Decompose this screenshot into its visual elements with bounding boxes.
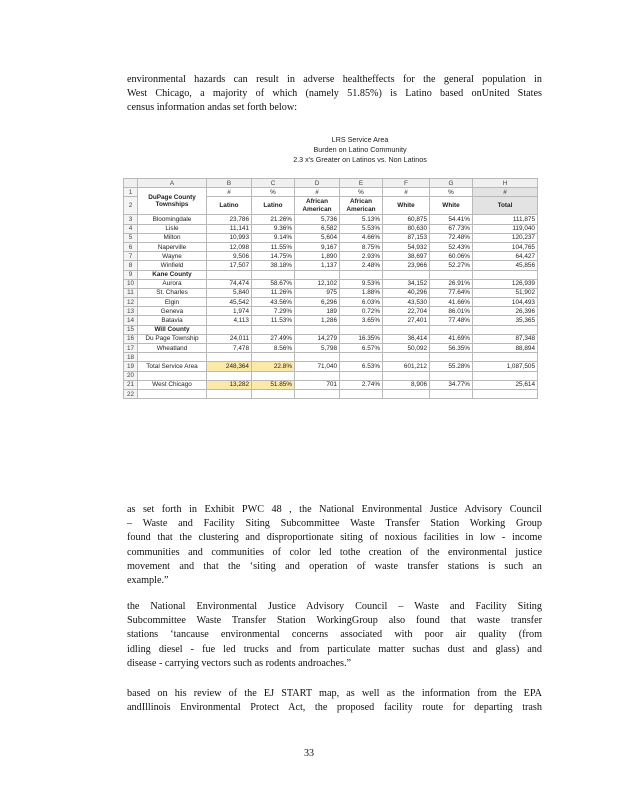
will-label-row <box>124 325 538 334</box>
row-number: 10 <box>124 279 138 288</box>
value-cell-g: 56.35% <box>430 344 473 353</box>
township-name: Wheatland <box>138 344 207 353</box>
blank-row <box>124 353 538 362</box>
township-name: West Chicago <box>138 380 207 389</box>
text-line: as set forth in Exhibit PWC 48 , the National Environmental Justice Advisory Council <box>127 504 542 515</box>
kane-rows <box>124 279 538 325</box>
paragraph-council <box>127 600 542 671</box>
header-cell: African American <box>340 197 383 215</box>
value-cell-c: 51.85% <box>252 380 295 389</box>
value-cell-b: 9,506 <box>207 252 252 261</box>
text-line: found that the clustering and disproportionate siting of noxious facilities in low - income <box>127 532 542 544</box>
value-cell-h: 104,765 <box>473 242 538 251</box>
value-cell-b: 13,282 <box>207 380 252 389</box>
header-symbol: # <box>207 188 252 197</box>
value-cell-h: 87,348 <box>473 334 538 343</box>
value-cell-g: 52.43% <box>430 242 473 251</box>
value-cell-e: 2.48% <box>340 261 383 270</box>
value-cell-h: 119,040 <box>473 224 538 233</box>
value-cell-h: 88,894 <box>473 344 538 353</box>
county-label: Kane County <box>138 270 207 279</box>
col-letter: H <box>473 179 538 188</box>
value-cell-c: 21.26% <box>252 215 295 224</box>
township-name: Wayne <box>138 252 207 261</box>
text-line: Subcommittee Waste Transfer Station WorkingGroup also found that waste transfer <box>127 615 542 627</box>
township-name: Elgin <box>138 298 207 307</box>
header-cell: White <box>383 197 430 215</box>
value-cell-h: 45,856 <box>473 261 538 270</box>
row-number: 22 <box>124 389 138 398</box>
value-cell-e: 2.74% <box>340 380 383 389</box>
header-row-1 <box>124 188 538 197</box>
text-line: communities and communities of color led tothe creation of the environmental justice <box>127 546 542 558</box>
text-line: movement and that the ‘siting and operation of waste transfer stations is such an <box>127 560 542 572</box>
value-cell-e: 3.65% <box>340 316 383 325</box>
township-name: Winfield <box>138 261 207 270</box>
header-symbol: % <box>340 188 383 197</box>
row-number: 4 <box>124 224 138 233</box>
value-cell-e: 8.75% <box>340 242 383 251</box>
table-row <box>124 380 538 389</box>
header-cell: Latino <box>252 197 295 215</box>
township-name: Naperville <box>138 242 207 251</box>
value-cell-e: 0.72% <box>340 307 383 316</box>
value-cell-f: 60,875 <box>383 215 430 224</box>
township-name: Geneva <box>138 307 207 316</box>
value-cell-g: 34.77% <box>430 380 473 389</box>
text-line: disease - carrying vectors such as rodents androaches.” <box>127 657 352 669</box>
township-name: Milton <box>138 233 207 242</box>
col-letter: G <box>430 179 473 188</box>
value-cell-g: 54.41% <box>430 215 473 224</box>
value-cell-f: 27,401 <box>383 316 430 325</box>
value-cell-g: 41.66% <box>430 298 473 307</box>
text-line: example.” <box>127 575 169 587</box>
table-caption <box>260 135 460 165</box>
west-chicago-row <box>124 380 538 389</box>
kane-label-row <box>124 270 538 279</box>
value-cell-h: 104,493 <box>473 298 538 307</box>
value-cell-g: 55.28% <box>430 362 473 371</box>
value-cell-c: 11.55% <box>252 242 295 251</box>
value-cell-d: 701 <box>295 380 340 389</box>
value-cell-d: 5,798 <box>295 344 340 353</box>
row-number: 2 <box>124 197 138 215</box>
value-cell-f: 40,296 <box>383 288 430 297</box>
value-cell-d: 5,736 <box>295 215 340 224</box>
value-cell-f: 43,530 <box>383 298 430 307</box>
township-name: Lisle <box>138 224 207 233</box>
col-letter: E <box>340 179 383 188</box>
row-number: 14 <box>124 316 138 325</box>
text-line: based on his review of the EJ START map, as well as the information from the EPA <box>127 688 542 699</box>
value-cell-c: 7.29% <box>252 307 295 316</box>
row-number: 20 <box>124 371 138 380</box>
value-cell-e: 5.13% <box>340 215 383 224</box>
value-cell-f: 87,153 <box>383 233 430 242</box>
value-cell-h: 64,427 <box>473 252 538 261</box>
value-cell-d: 14,279 <box>295 334 340 343</box>
table-row <box>124 233 538 242</box>
dupage-rows <box>124 215 538 270</box>
row-number: 3 <box>124 215 138 224</box>
blank-row <box>124 371 538 380</box>
value-cell-c: 22.8% <box>252 362 295 371</box>
value-cell-b: 45,542 <box>207 298 252 307</box>
value-cell-g: 86.01% <box>430 307 473 316</box>
table-row <box>124 316 538 325</box>
column-letter-row <box>124 179 538 188</box>
paragraph-ejstart <box>127 687 542 715</box>
value-cell-h: 111,875 <box>473 215 538 224</box>
value-cell-b: 248,364 <box>207 362 252 371</box>
row-number: 12 <box>124 298 138 307</box>
value-cell-f: 22,704 <box>383 307 430 316</box>
row-number: 11 <box>124 288 138 297</box>
value-cell-f: 8,906 <box>383 380 430 389</box>
value-cell-c: 43.56% <box>252 298 295 307</box>
township-name: St. Charles <box>138 288 207 297</box>
header-symbol: # <box>473 188 538 197</box>
paragraph-exhibit <box>127 503 542 588</box>
text-line: idling diesel - fue led trucks and from particulate matter suchas dust and glass) and <box>127 643 542 655</box>
township-name: Bloomingdale <box>138 215 207 224</box>
row-number: 17 <box>124 344 138 353</box>
value-cell-f: 80,630 <box>383 224 430 233</box>
header-symbol: % <box>252 188 295 197</box>
value-cell-d: 5,604 <box>295 233 340 242</box>
township-name: Total Service Area <box>138 362 207 371</box>
table-row <box>124 307 538 316</box>
value-cell-g: 60.06% <box>430 252 473 261</box>
township-name: Du Page Township <box>138 334 207 343</box>
census-table <box>123 178 538 399</box>
value-cell-e: 5.53% <box>340 224 383 233</box>
will-rows <box>124 334 538 352</box>
county-label: Will County <box>138 325 207 334</box>
table-row <box>124 362 538 371</box>
col-letter: C <box>252 179 295 188</box>
table-row <box>124 279 538 288</box>
value-cell-c: 58.67% <box>252 279 295 288</box>
row-number: 7 <box>124 252 138 261</box>
value-cell-b: 11,141 <box>207 224 252 233</box>
value-cell-e: 2.93% <box>340 252 383 261</box>
value-cell-e: 6.57% <box>340 344 383 353</box>
table-row <box>124 344 538 353</box>
value-cell-g: 67.73% <box>430 224 473 233</box>
paragraph-intro <box>127 73 542 116</box>
value-cell-e: 6.53% <box>340 362 383 371</box>
table-row <box>124 334 538 343</box>
value-cell-f: 38,697 <box>383 252 430 261</box>
township-name: Aurora <box>138 279 207 288</box>
value-cell-f: 54,932 <box>383 242 430 251</box>
row-number: 6 <box>124 242 138 251</box>
value-cell-e: 16.35% <box>340 334 383 343</box>
value-cell-g: 77.64% <box>430 288 473 297</box>
value-cell-g: 52.27% <box>430 261 473 270</box>
value-cell-f: 34,152 <box>383 279 430 288</box>
table-row <box>124 224 538 233</box>
value-cell-c: 8.56% <box>252 344 295 353</box>
value-cell-f: 50,092 <box>383 344 430 353</box>
text-line: andIllinois Environmental Protect Act, the proposed facility route for departing trash <box>127 702 542 714</box>
table-row <box>124 252 538 261</box>
value-cell-c: 27.49% <box>252 334 295 343</box>
value-cell-c: 11.26% <box>252 288 295 297</box>
caption-line: Burden on Latino Community <box>313 145 407 154</box>
value-cell-b: 24,011 <box>207 334 252 343</box>
col-letter: A <box>138 179 207 188</box>
header-symbol: % <box>430 188 473 197</box>
table-row <box>124 261 538 270</box>
value-cell-e: 9.53% <box>340 279 383 288</box>
row-number: 13 <box>124 307 138 316</box>
page-number: 33 <box>304 748 314 759</box>
value-cell-d: 975 <box>295 288 340 297</box>
table-row <box>124 242 538 251</box>
col-letter: F <box>383 179 430 188</box>
header-cell: Total <box>473 197 538 215</box>
text-line: census information andas set forth below: <box>127 102 298 114</box>
value-cell-b: 1,974 <box>207 307 252 316</box>
value-cell-h: 35,365 <box>473 316 538 325</box>
text-line: the National Environmental Justice Advisory Council – Waste and Facility Siting <box>127 601 542 612</box>
row-number: 5 <box>124 233 138 242</box>
value-cell-f: 23,966 <box>383 261 430 270</box>
value-cell-c: 14.75% <box>252 252 295 261</box>
table-row <box>124 298 538 307</box>
value-cell-b: 7,478 <box>207 344 252 353</box>
row-number: 19 <box>124 362 138 371</box>
text-line: West Chicago, a majority of which (namely 51.85%) is Latino based onUnited States <box>127 88 542 100</box>
col-letter: D <box>295 179 340 188</box>
table-row <box>124 288 538 297</box>
header-text: DuPage County <box>148 194 196 202</box>
caption-line: 2.3 x's Greater on Latinos vs. Non Latinos <box>293 155 427 164</box>
value-cell-h: 1,087,505 <box>473 362 538 371</box>
value-cell-b: 5,840 <box>207 288 252 297</box>
value-cell-d: 12,102 <box>295 279 340 288</box>
row-number: 18 <box>124 353 138 362</box>
text-line: – Waste and Facility Siting Subcommittee Waste Transfer Station Working Group <box>127 518 542 530</box>
value-cell-h: 25,614 <box>473 380 538 389</box>
value-cell-d: 6,296 <box>295 298 340 307</box>
value-cell-d: 1,286 <box>295 316 340 325</box>
value-cell-g: 77.48% <box>430 316 473 325</box>
value-cell-e: 6.03% <box>340 298 383 307</box>
value-cell-f: 36,414 <box>383 334 430 343</box>
row-number: 9 <box>124 270 138 279</box>
value-cell-d: 189 <box>295 307 340 316</box>
value-cell-d: 6,582 <box>295 224 340 233</box>
blank-row <box>124 389 538 398</box>
value-cell-b: 17,507 <box>207 261 252 270</box>
table-row <box>124 215 538 224</box>
value-cell-d: 71,040 <box>295 362 340 371</box>
value-cell-e: 4.66% <box>340 233 383 242</box>
value-cell-g: 41.69% <box>430 334 473 343</box>
value-cell-b: 12,098 <box>207 242 252 251</box>
value-cell-g: 26.91% <box>430 279 473 288</box>
value-cell-h: 126,939 <box>473 279 538 288</box>
value-cell-c: 38.18% <box>252 261 295 270</box>
row-number: 16 <box>124 334 138 343</box>
value-cell-b: 10,993 <box>207 233 252 242</box>
col-letter: B <box>207 179 252 188</box>
header-cell: White <box>430 197 473 215</box>
header-symbol: # <box>295 188 340 197</box>
header-symbol: # <box>383 188 430 197</box>
text-line: stations ‘tancause environmental concerns associated with poor air quality (from <box>127 629 542 641</box>
value-cell-f: 601,212 <box>383 362 430 371</box>
value-cell-g: 72.48% <box>430 233 473 242</box>
total-row <box>124 362 538 371</box>
value-cell-c: 9.14% <box>252 233 295 242</box>
header-townships <box>138 188 207 215</box>
text-line: environmental hazards can result in adverse healtheffects for the general population in <box>127 74 542 85</box>
value-cell-c: 9.36% <box>252 224 295 233</box>
caption-line: LRS Service Area <box>331 135 389 144</box>
value-cell-b: 23,786 <box>207 215 252 224</box>
value-cell-b: 74,474 <box>207 279 252 288</box>
value-cell-e: 1.88% <box>340 288 383 297</box>
header-text: Townships <box>155 201 189 209</box>
township-name: Batavia <box>138 316 207 325</box>
header-cell: Latino <box>207 197 252 215</box>
value-cell-b: 4,113 <box>207 316 252 325</box>
header-cell: African American <box>295 197 340 215</box>
row-number: 15 <box>124 325 138 334</box>
value-cell-h: 51,902 <box>473 288 538 297</box>
value-cell-h: 120,237 <box>473 233 538 242</box>
value-cell-c: 11.53% <box>252 316 295 325</box>
value-cell-h: 26,396 <box>473 307 538 316</box>
corner-cell <box>124 179 138 188</box>
value-cell-d: 1,137 <box>295 261 340 270</box>
row-number: 1 <box>124 188 138 197</box>
row-number: 8 <box>124 261 138 270</box>
value-cell-d: 9,167 <box>295 242 340 251</box>
row-number: 21 <box>124 380 138 389</box>
value-cell-d: 1,890 <box>295 252 340 261</box>
